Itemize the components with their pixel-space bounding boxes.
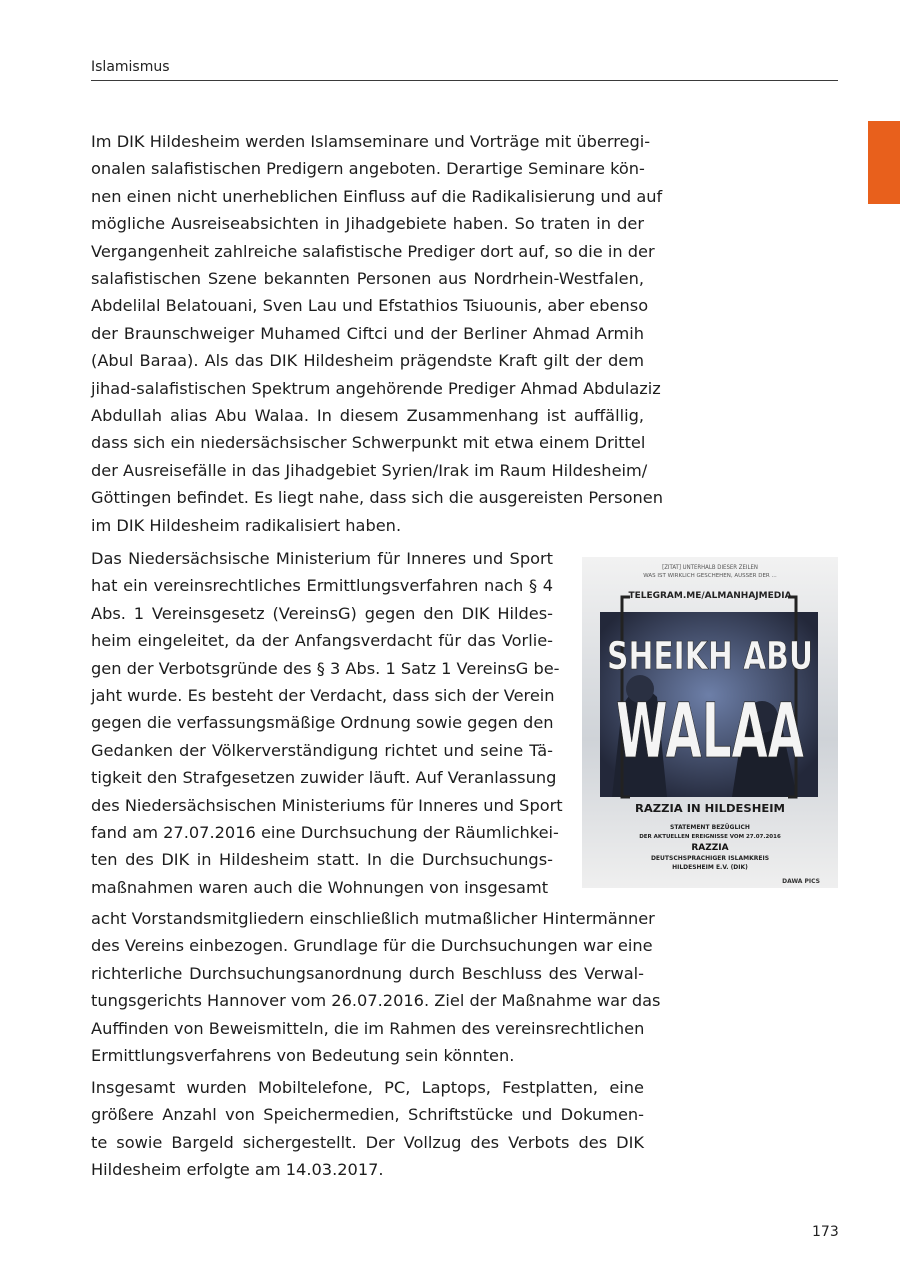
text-line: Abdelilal Belatouani, Sven Lau und Efstathios Tsiuounis, aber ebenso <box>91 296 649 316</box>
text-line: te sowie Bargeld sichergestellt. Der Vollzug des Verbots des DIK <box>91 1132 644 1152</box>
text-line: Gedanken der Völkerverständigung richtet und seine Tä- <box>91 740 553 760</box>
poster-statement-4: DEUTSCHSPRACHIGER ISLAMKREIS <box>650 855 770 862</box>
text-line: Abs. 1 Vereinsgesetz (VereinsG) gegen den DIK Hildes- <box>91 603 553 623</box>
poster-statement-1: STATEMENT BEZÜGLICH <box>670 824 750 831</box>
text-line: gegen die verfassungsmäßige Ordnung sowie gegen den <box>91 713 554 733</box>
text-line: nen einen nicht unerheblichen Einfluss auf die Radikalisierung und auf <box>91 186 663 206</box>
paragraph-2 <box>91 545 563 901</box>
text-line: des Vereins einbezogen. Grundlage für die Durchsuchungen war eine <box>91 936 653 956</box>
poster-title-line-1: SHEIKH ABU <box>607 634 813 678</box>
chapter-tab-marker <box>868 121 900 204</box>
poster-title-line-2: WALAA <box>616 686 805 775</box>
text-line: gen der Verbotsgründe des § 3 Abs. 1 Satz 1 VereinsG be- <box>91 658 560 678</box>
text-line: ten des DIK in Hildesheim statt. In die Durchsuchungs- <box>91 850 553 870</box>
poster-top-line-1: [ZITAT] UNTERHALB DIESER ZEILEN <box>662 564 758 571</box>
poster-top-line-2: WAS IST WIRKLICH GESCHEHEN, AUSSER DER ... <box>643 573 777 579</box>
poster-subtitle: RAZZIA IN HILDESHEIM <box>635 802 785 815</box>
text-line: Insgesamt wurden Mobiltelefone, PC, Laptops, Festplatten, eine <box>91 1078 644 1097</box>
text-line: der Ausreisefälle in das Jihadgebiet Syrien/Irak im Raum Hildesheim/ <box>91 460 648 480</box>
paragraph-3 <box>91 905 661 1069</box>
poster-statement-2: DER AKTUELLEN EREIGNISSE VOM 27.07.2016 <box>639 834 781 840</box>
poster-channel: TELEGRAM.ME/ALMANHAJMEDIA <box>628 591 792 601</box>
text-line: im DIK Hildesheim radikalisiert haben. <box>91 515 402 535</box>
text-line: acht Vorstandsmitgliedern einschließlich mutmaßlicher Hintermänner <box>91 909 655 928</box>
text-line: jihad-salafistischen Spektrum angehörende Prediger Ahmad Abdulaziz <box>91 378 661 398</box>
text-line: tungsgerichts Hannover vom 26.07.2016. Ziel der Maßnahme war das <box>91 991 661 1011</box>
text-line: der Braunschweiger Muhamed Ciftci und der Berliner Ahmad Armih <box>91 323 644 343</box>
header-rule <box>91 80 838 81</box>
text-line: größere Anzahl von Speichermedien, Schriftstücke und Dokumen- <box>91 1105 644 1125</box>
text-line: Göttingen befindet. Es liegt nahe, dass sich die ausgereisten Personen <box>91 488 663 508</box>
text-line: onalen salafistischen Predigern angeboten. Derartige Seminare kön- <box>91 159 645 179</box>
text-line: Vergangenheit zahlreiche salafistische Prediger dort auf, so die in der <box>91 241 655 261</box>
text-line: heim eingeleitet, da der Anfangsverdacht für das Vorlie- <box>91 631 553 651</box>
text-line: (Abul Baraa). Als das DIK Hildesheim prägendste Kraft gilt der dem <box>91 351 644 371</box>
poster-image <box>582 557 838 888</box>
text-line: fand am 27.07.2016 eine Durchsuchung der Räumlichkei- <box>91 823 559 843</box>
text-line: richterliche Durchsuchungsanordnung durch Beschluss des Verwal- <box>91 963 644 983</box>
text-line: des Niedersächsischen Ministeriums für Inneres und Sport <box>91 795 563 815</box>
text-line: Das Niedersächsische Ministerium für Inneres und Sport <box>91 549 553 568</box>
poster-credit: DAWA PICS <box>782 878 820 885</box>
poster-statement-5: HILDESHEIM E.V. (DIK) <box>672 864 748 871</box>
text-line: hat ein vereinsrechtliches Ermittlungsverfahren nach § 4 <box>91 576 553 596</box>
text-line: Ermittlungsverfahrens von Bedeutung sein könnten. <box>91 1046 515 1066</box>
text-line: Abdullah alias Abu Walaa. In diesem Zusammenhang ist auffällig, <box>91 406 644 426</box>
text-line: jaht wurde. Es besteht der Verdacht, dass sich der Verein <box>91 686 555 706</box>
text-line: salafistischen Szene bekannten Personen aus Nordrhein-Westfalen, <box>91 269 644 289</box>
text-line: Im DIK Hildesheim werden Islamseminare und Vorträge mit überregi- <box>91 132 651 151</box>
text-line: maßnahmen waren auch die Wohnungen von insgesamt <box>91 877 549 897</box>
text-line: Hildesheim erfolgte am 14.03.2017. <box>91 1160 384 1180</box>
text-line: dass sich ein niedersächsischer Schwerpunkt mit etwa einem Drittel <box>91 433 646 453</box>
paragraph-1 <box>91 128 663 539</box>
page-number: 173 <box>812 1224 839 1240</box>
paragraph-4 <box>91 1074 644 1184</box>
text-line: mögliche Ausreiseabsichten in Jihadgebiete haben. So traten in der <box>91 214 644 234</box>
text-line: tigkeit den Strafgesetzen zuwider läuft. Auf Veranlassung <box>91 768 557 788</box>
poster-statement-3: RAZZIA <box>691 843 729 853</box>
running-header: Islamismus <box>91 59 170 75</box>
text-line: Auffinden von Beweismitteln, die im Rahmen des vereinsrechtlichen <box>91 1018 645 1038</box>
